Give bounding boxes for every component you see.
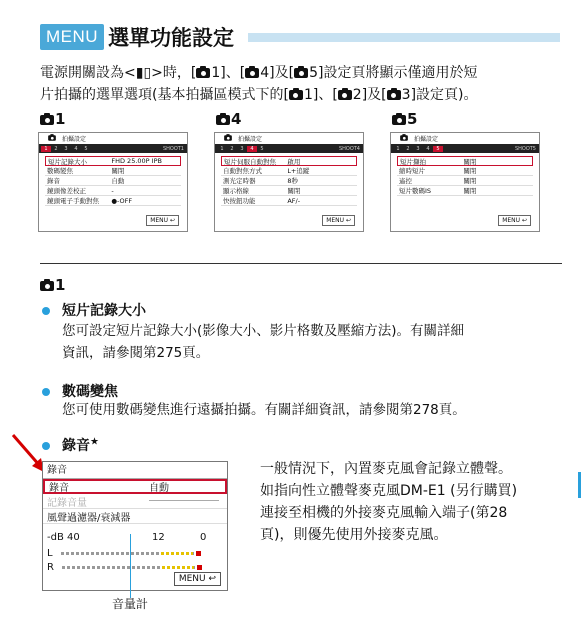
item-heading: 數碼變焦 (62, 384, 118, 400)
row-key: 顯示格線 (223, 187, 249, 195)
camera-icon (294, 68, 308, 78)
menu-screen-5 (390, 132, 540, 232)
row-value: 8秒 (287, 177, 298, 185)
camera-icon (400, 135, 408, 141)
camera-icon (40, 115, 54, 125)
menu-screen-4 (214, 132, 364, 232)
rec-row[interactable] (43, 494, 227, 509)
item-heading-text: 錄音 (62, 438, 90, 454)
tab-label-4 (216, 110, 241, 128)
camera-icon (196, 68, 210, 78)
row-key: 風聲過濾器/衰減器 (47, 512, 131, 524)
menu-row[interactable] (397, 176, 533, 186)
section-number: 1 (55, 276, 66, 294)
section-label (40, 276, 65, 294)
intro-text: 電源開關設為< (40, 65, 136, 81)
menu-row[interactable] (221, 176, 357, 186)
row-key: 錄音 (47, 177, 60, 185)
screen-tabs (39, 144, 187, 153)
description-line: 頁)，則優先使用外接麥克風。 (260, 527, 448, 543)
level-scale (47, 532, 223, 543)
camera-icon (40, 281, 54, 291)
menu-row[interactable] (221, 156, 357, 166)
screen-header (391, 133, 539, 143)
screen-tab[interactable]: 4 (426, 145, 430, 152)
camera-icon (216, 115, 230, 125)
screen-tab[interactable]: 2 (406, 145, 410, 152)
row-value: 關閉 (287, 187, 301, 195)
row-value: ●-OFF (111, 196, 133, 205)
description-line: 一般情況下，內置麥克風會記錄立體聲。 (260, 461, 512, 477)
menu-row[interactable] (45, 196, 181, 206)
row-key: 快按鈕功能 (223, 197, 256, 205)
item-heading (62, 435, 99, 455)
row-key: 短片數碼IS (399, 187, 432, 195)
row-value: L+追蹤 (287, 167, 310, 175)
shoot-label: SHOOT5 (514, 145, 536, 152)
menu-row[interactable] (45, 186, 181, 196)
screen-title: 拍攝設定 (238, 135, 263, 143)
camera-icon (338, 90, 352, 100)
screen-rows (221, 156, 357, 206)
screen-rows (397, 156, 533, 196)
screen-tab[interactable]: 5 (84, 145, 88, 152)
menu-row[interactable] (397, 166, 533, 176)
row-value: 啟用 (287, 157, 301, 166)
row-value: 關閉 (463, 157, 477, 166)
tab-number: 1 (55, 110, 66, 128)
menu-row[interactable] (221, 196, 357, 206)
intro-text: ]及[ (269, 65, 295, 81)
section-title (40, 20, 560, 54)
screen-title: 拍攝設定 (62, 135, 87, 143)
item-body-line: 資訊，請參閱第275頁。 (62, 345, 210, 361)
screen-tab[interactable]: 4 (247, 146, 257, 152)
row-value: AF/- (287, 196, 301, 205)
row-key: 數碼變焦 (47, 167, 73, 175)
row-value: 關閉 (463, 167, 477, 175)
section-divider (40, 263, 562, 264)
menu-back-button[interactable]: MENU ↩ (146, 215, 179, 226)
level-meter-left (47, 548, 223, 558)
screen-tab[interactable]: 1 (396, 145, 400, 152)
tab-number: 4 (231, 110, 242, 128)
tab-ref: 5 (309, 65, 318, 81)
row-key: 自動對焦方式 (223, 167, 262, 175)
screen-tab[interactable]: 1 (41, 146, 51, 152)
menu-badge: MENU (40, 24, 104, 50)
screen-tab[interactable]: 3 (64, 145, 68, 152)
screen-tab[interactable]: 1 (220, 145, 224, 152)
row-key: 短片伺服自動對焦 (224, 157, 276, 166)
menu-back-button[interactable]: MENU ↩ (322, 215, 355, 226)
bullet-icon (42, 388, 50, 396)
intro-text: ]及[ (361, 87, 387, 103)
tab-ref: 1 (211, 65, 221, 81)
tab-ref: 4 (260, 65, 270, 81)
title-decoration-bar (248, 33, 560, 42)
item-body-line: 您可使用數碼變焦進行遠攝拍攝。有關詳細資訊，請參閱第278頁。 (62, 402, 466, 418)
intro-text: ]設定頁)。 (410, 87, 478, 103)
description-line: 連接至相機的外接麥克風輸入端子(第28 (260, 505, 508, 521)
intro-paragraph (40, 62, 565, 106)
row-key: 短片記錄大小 (48, 157, 87, 166)
screen-header (215, 133, 363, 143)
row-value: 關閉 (463, 187, 477, 195)
screen-rows (45, 156, 181, 206)
tab-ref: 3 (401, 87, 411, 103)
screen-tab[interactable]: 2 (54, 145, 58, 152)
camera-icon (48, 135, 56, 141)
row-key: 鏡頭像差校正 (47, 187, 86, 195)
rec-row[interactable] (43, 479, 227, 494)
intro-text: >時，[ (151, 65, 197, 81)
item-body-line: 您可設定短片記錄大小(影像大小、影片格數及壓縮方法)。有關詳細 (62, 323, 465, 339)
recording-description (260, 458, 565, 546)
item-body (62, 320, 464, 364)
volume-slider[interactable] (149, 500, 219, 503)
screen-tabs (215, 144, 363, 153)
screen-tab[interactable]: 5 (260, 145, 264, 152)
row-key: 鏡頭電子手動對焦 (47, 197, 99, 205)
page-title: 選單功能設定 (108, 26, 235, 50)
rec-screen-title: 錄音 (43, 462, 227, 479)
row-key: 縮時短片 (399, 167, 425, 175)
peak-indicator (197, 565, 202, 570)
intro-text: ]、[ (220, 65, 246, 81)
menu-row[interactable] (45, 166, 181, 176)
menu-back-button[interactable]: MENU ↩ (498, 215, 531, 226)
channel-label: L (47, 547, 53, 559)
item-body (62, 399, 466, 421)
callout-line (130, 534, 131, 598)
scale-label: -dB 40 (47, 532, 80, 543)
screen-tab[interactable]: 2 (230, 145, 234, 152)
row-key: 短片擷拍 (400, 157, 426, 166)
row-value: 關閉 (111, 167, 125, 175)
star-mark: ★ (90, 436, 99, 448)
screen-tab[interactable]: 3 (240, 145, 244, 152)
level-meter-right (47, 562, 223, 572)
intro-text: ]、[ (312, 87, 338, 103)
intro-text: 片拍攝的選單選項(基本拍攝區模式下的[ (40, 87, 289, 103)
channel-label: R (47, 561, 54, 573)
row-key: 錄音 (49, 483, 69, 494)
menu-row[interactable] (221, 166, 357, 176)
camera-icon (387, 90, 401, 100)
screen-tabs (391, 144, 539, 153)
screen-tab[interactable]: 3 (416, 145, 420, 152)
rec-row[interactable] (43, 509, 227, 524)
screen-title: 拍攝設定 (414, 135, 439, 143)
row-value: FHD 25.00P IPB (111, 157, 162, 165)
shoot-label: SHOOT4 (338, 145, 360, 152)
screen-header (39, 133, 187, 143)
scale-label: 12 (152, 532, 165, 543)
menu-row[interactable] (221, 186, 357, 196)
bullet-icon (42, 307, 50, 315)
shoot-label: SHOOT1 (162, 145, 184, 152)
row-key: 記錄音量 (47, 497, 87, 509)
screen-tab[interactable]: 5 (433, 146, 443, 152)
sound-recording-screen (42, 461, 228, 591)
description-line: 如指向性立體聲麥克風DM-E1 (另行購買) (260, 483, 518, 499)
camera-icon (245, 68, 259, 78)
tab-ref: 2 (352, 87, 362, 103)
tab-ref: 1 (303, 87, 313, 103)
camera-icon (392, 115, 406, 125)
camera-icon (289, 90, 303, 100)
tab-number: 5 (407, 110, 418, 128)
menu-back-button[interactable]: MENU ↩ (174, 572, 221, 586)
level-bar (62, 566, 202, 569)
tab-label-5 (392, 110, 417, 128)
menu-row[interactable] (397, 156, 533, 166)
row-value: 自動 (111, 177, 125, 185)
peak-indicator (196, 551, 201, 556)
row-value: 關閉 (463, 177, 477, 185)
level-meter-caption: 音量計 (112, 597, 149, 611)
menu-row[interactable] (397, 186, 533, 196)
menu-screen-1 (38, 132, 188, 232)
movie-icon: ▮▯ (135, 65, 152, 81)
row-value: - (111, 186, 114, 195)
row-value: 自動 (149, 483, 169, 494)
row-key: 測光定時器 (223, 177, 256, 185)
camera-icon (224, 135, 232, 141)
scale-label: 0 (200, 532, 207, 543)
row-key: 遙控 (399, 177, 412, 185)
tab-label-1 (40, 110, 65, 128)
item-heading: 短片記錄大小 (62, 303, 146, 319)
screen-tab[interactable]: 4 (74, 145, 78, 152)
menu-row[interactable] (45, 176, 181, 186)
menu-row[interactable] (45, 156, 181, 166)
intro-text: ]設定頁將顯示僅適用於短 (318, 65, 478, 81)
